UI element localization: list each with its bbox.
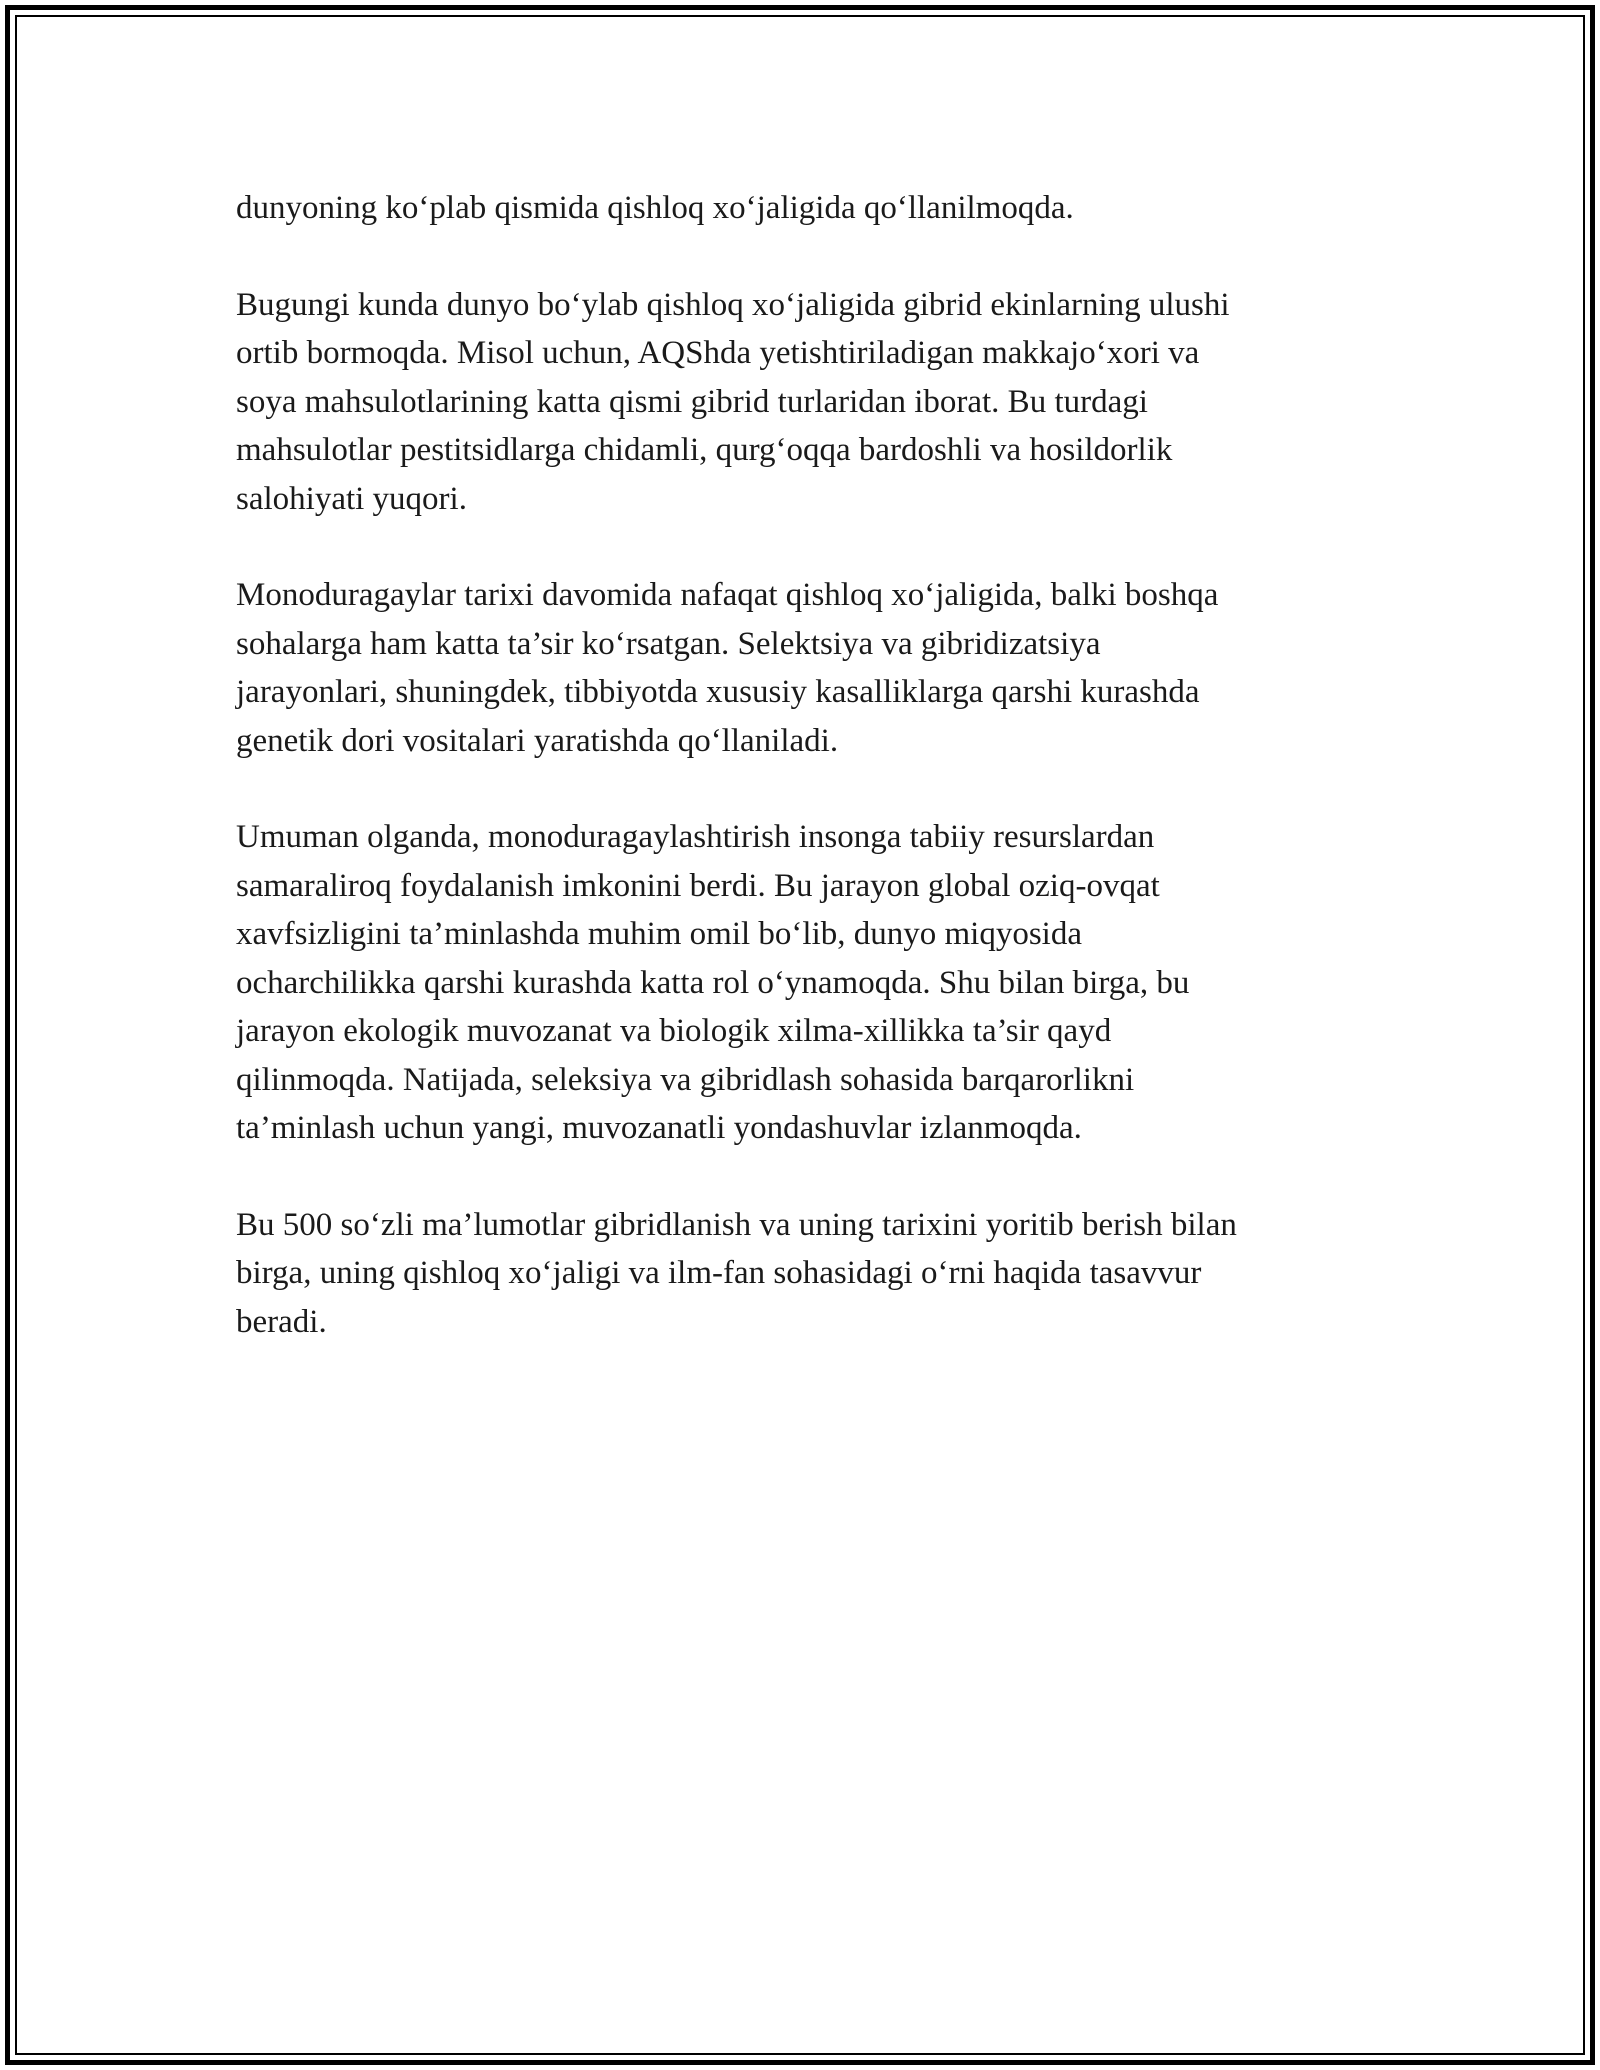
text-line: jarayon ekologik muvozanat va biologik xilma-xillikka ta’sir qayd	[236, 1013, 1112, 1049]
text-line: Bu 500 so‘zli ma’lumotlar gibridlanish va uning tarixini yoritib berish bilan	[236, 1206, 1237, 1243]
paragraph-3	[236, 571, 1366, 765]
text-line: Bugungi kunda dunyo bo‘ylab qishloq xo‘jaligida gibrid ekinlarning ulushi	[236, 286, 1230, 323]
text-line: mahsulotlar pestitsidlarga chidamli, qurg‘oqqa bardoshli va hosildorlik	[236, 432, 1173, 468]
text-line: qilinmoqda. Natijada, seleksiya va gibridlash sohasida barqarorlikni	[236, 1061, 1135, 1098]
text-line: sohalarga ham katta ta’sir ko‘rsatgan. Selektsiya va gibridizatsiya	[236, 625, 1101, 662]
text-line: Monoduragaylar tarixi davomida nafaqat qishloq xo‘jaligida, balki boshqa	[236, 577, 1219, 613]
text-line: dunyoning ko‘plab qismida qishloq xo‘jaligida qo‘llanilmoqda.	[236, 190, 1074, 226]
text-line: ortib bormoqda. Misol uchun, AQShda yetishtiriladigan makkajo‘xori va	[236, 335, 1200, 371]
text-line: birga, uning qishloq xo‘jaligi va ilm-fan sohasidagi o‘rni haqida tasavvur	[236, 1255, 1202, 1291]
document-body	[236, 184, 1366, 1394]
paragraph-4	[236, 813, 1366, 1153]
text-line: samaraliroq foydalanish imkonini berdi. Bu jarayon global oziq-ovqat	[236, 867, 1160, 904]
text-line: genetik dori vositalari yaratishda qo‘llaniladi.	[236, 722, 839, 759]
text-line: jarayonlari, shuningdek, tibbiyotda xususiy kasalliklarga qarshi kurashda	[236, 674, 1200, 710]
paragraph-1	[236, 184, 1366, 233]
text-line: xavfsizligini ta’minlashda muhim omil bo‘lib, dunyo miqyosida	[236, 916, 1082, 952]
text-line: Umuman olganda, monoduragaylashtirish insonga tabiiy resurslardan	[236, 819, 1155, 855]
text-line: beradi.	[236, 1303, 327, 1340]
paragraph-5	[236, 1201, 1366, 1347]
text-line: soya mahsulotlarining katta qismi gibrid turlaridan iborat. Bu turdagi	[236, 383, 1148, 420]
text-line: ta’minlash uchun yangi, muvozanatli yondashuvlar izlanmoqda.	[236, 1110, 1082, 1146]
text-line: salohiyati yuqori.	[236, 480, 467, 517]
paragraph-2	[236, 281, 1366, 524]
text-line: ocharchilikka qarshi kurashda katta rol o‘ynamoqda. Shu bilan birga, bu	[236, 964, 1190, 1001]
